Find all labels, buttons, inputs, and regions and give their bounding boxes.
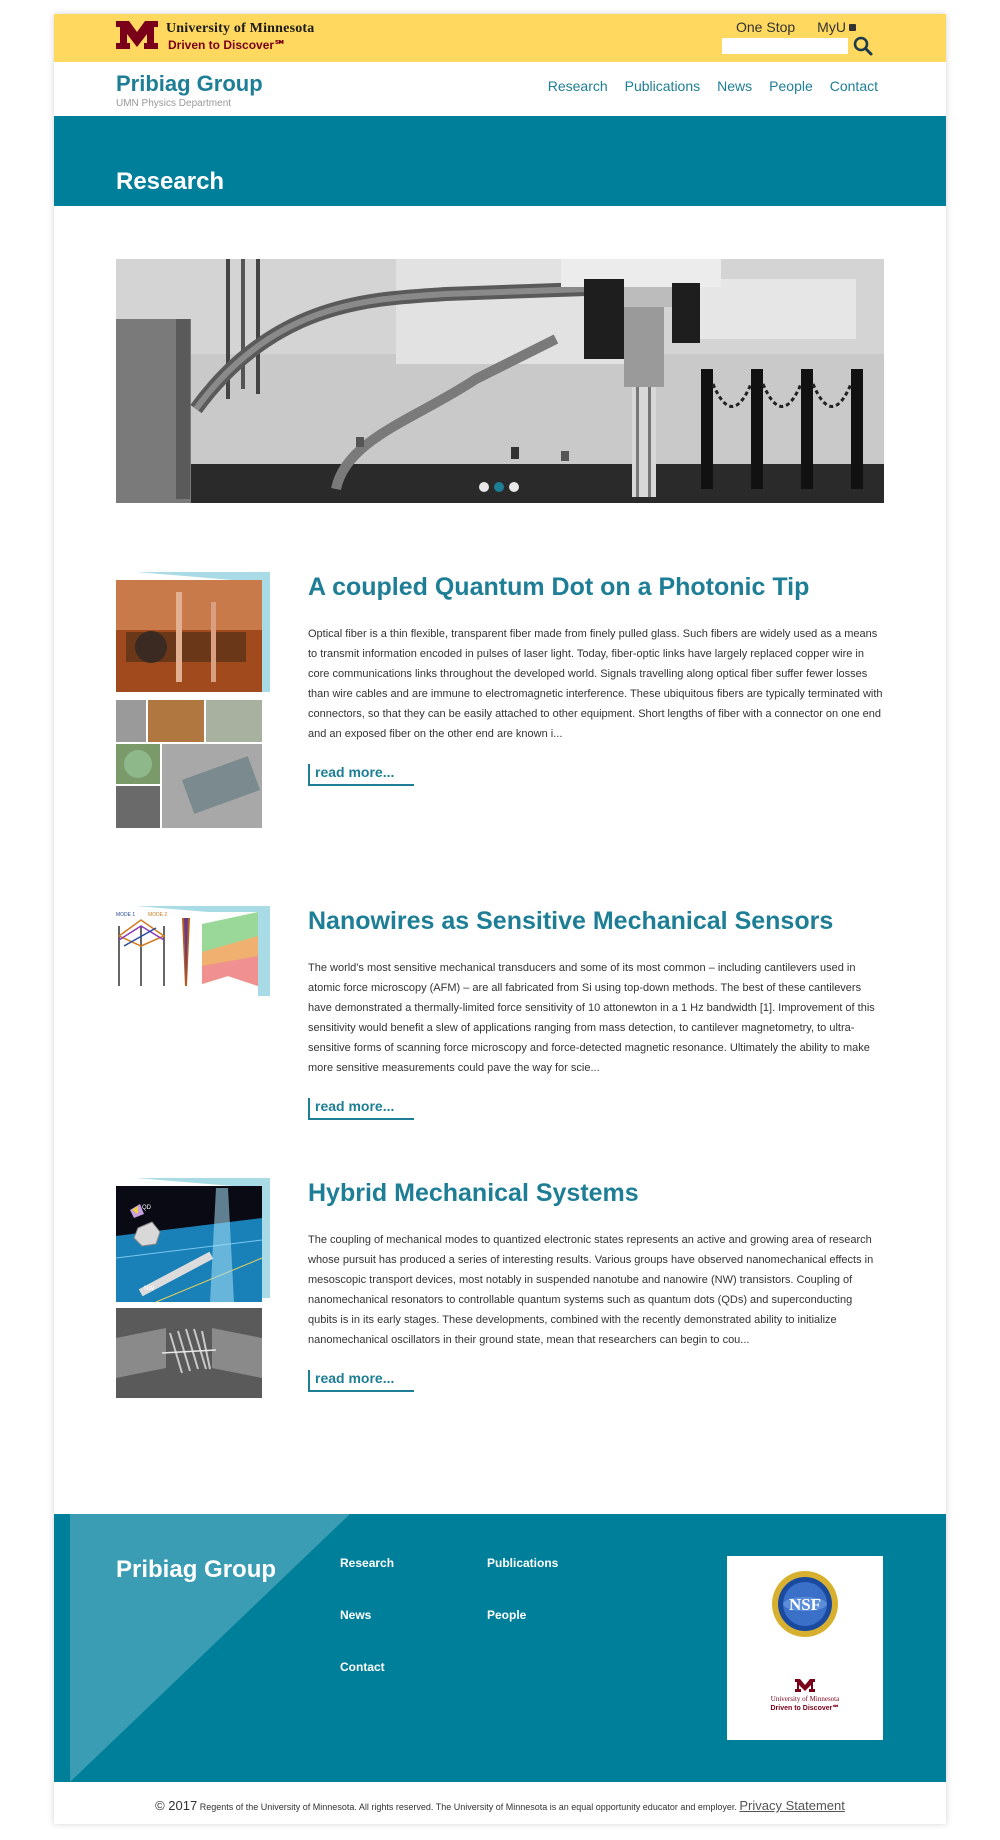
nav-contact[interactable]: Contact [829,78,878,94]
nav-research[interactable]: Research [547,78,608,94]
copyright-year: © 2017 [155,1798,198,1813]
research-item-3-title[interactable]: Hybrid Mechanical Systems [308,1179,639,1207]
umn-name: University of Minnesota [166,21,315,36]
read-more-button-3[interactable]: read more... [308,1370,414,1392]
page-title: Research [116,168,225,195]
research-item-1-thumbnail[interactable] [116,572,270,837]
site-subtitle: UMN Physics Department [116,98,232,109]
umn-block-m-icon [116,21,158,49]
umn-quick-links [736,19,856,35]
footer-link-news[interactable]: News [340,1608,372,1622]
footer-title[interactable]: Pribiag Group [116,1556,277,1583]
quantum-dot-figure [116,572,276,832]
myu-link-label: MyU [817,19,846,35]
umn-footer-tagline: Driven to Discover℠ [770,1705,840,1712]
research-item-2-body: The world's most sensitive mechanical transducers and some of its most common – including cantilevers used in atomic force microscopy (AFM) – are all fabricated from Si using top-down methods. The best of these cantilevers have demonstrated a thermally-limited force sensitivity of 10 attonewton in a 1 Hz bandwidth [1]. Improvement of this sensitivity would benefit a slew of applications ranging from mass detection, to cantilever magnetometry, to ultra-sensitive forms of scanning force microscopy and force-detected magnetic resonance. Ultimately the ability to make more sensitive measurements could pave the way for scie... [308,962,875,1074]
read-more-button-2[interactable]: read more... [308,1098,414,1120]
hybrid-systems-figure [116,1178,276,1400]
site-footer [54,1514,946,1782]
slider-dot-2[interactable] [494,482,504,492]
research-item-1 [116,572,884,842]
footer-link-people[interactable]: People [487,1608,527,1622]
nav-people[interactable]: People [769,78,813,94]
site-title[interactable]: Pribiag Group [116,71,263,96]
main-nav [548,78,878,94]
umn-footer-name: University of Minnesota [770,1695,840,1703]
hero-slider[interactable] [116,259,884,503]
research-item-3-body: The coupling of mechanical modes to quantized electronic states represents an active and growing area of research whose pursuit has produced a series of interesting results. Various groups have observed nanomechanical effects in mesoscopic transport devices, most notably in suspended nanotube and nanowire (NW) transistors. Coupling of nanomechanical resonators to controllable quantum systems such as quantum dots (QDs) and superconducting qubits is in its early stages. These developments, combined with the recently demonstrated ability to initialize nanomechanical oscillators in their ground state, mean that researchers can begin to cou... [308,1234,874,1346]
nanowire-modes-figure [116,906,276,1006]
sponsor-logos [727,1556,883,1740]
slider-dot-3[interactable] [509,482,519,492]
research-item-3 [116,1178,884,1418]
sponsor-logos-card [727,1556,883,1740]
footer-link-publications[interactable]: Publications [487,1556,559,1570]
research-item-3-thumbnail[interactable] [116,1178,270,1405]
nsf-logo-label: NSF [788,1595,822,1614]
footer-link-research[interactable]: Research [340,1556,395,1570]
umn-logo[interactable] [116,21,314,52]
umn-tagline: Driven to Discover℠ [168,38,287,52]
copyright-text: Regents of the University of Minnesota. All rights reserved. The University of Minnesota is an equal opportunity educator and employer. [199,1802,737,1812]
footer-link-contact[interactable]: Contact [340,1660,385,1674]
research-item-2-title[interactable]: Nanowires as Sensitive Mechanical Sensors [308,907,834,935]
nav-news[interactable]: News [717,78,753,94]
one-stop-link[interactable]: One Stop [736,19,796,35]
umn-footer-logo-icon [771,1679,841,1712]
footer-diagonal-shape [54,1514,354,1782]
privacy-statement-link[interactable]: Privacy Statement [739,1798,845,1813]
page-container [54,14,946,1824]
research-item-1-body: Optical fiber is a thin flexible, transparent fiber made from finely pulled glass. Such fibers are widely used as a means to transmit information encoded in pulses of laser light. Today, fiber-optic links have largely replaced copper wire in core communications links throughout the developed world. Signals travelling along optical fiber suffer fewer losses than wire cables and are immune to electromagnetic interference. These ubiquitous fibers are typically terminated with connectors, so that they can be easily attached to other equipment. Short lengths of fiber with a connector on one end and an exposed fiber on the other end are known i... [308,628,883,740]
research-item-2 [116,906,884,1126]
nw-label: NW [144,1286,154,1292]
research-item-2-thumbnail[interactable] [116,906,270,1011]
umn-search-input[interactable] [722,38,848,54]
page-banner [54,116,946,206]
slider-dots [479,482,519,492]
umn-header-bar [54,14,946,62]
lock-icon [849,24,856,31]
mode2-label: MODE 2 [148,912,168,918]
search-icon[interactable] [852,35,874,57]
nsf-logo-icon [772,1571,838,1637]
lab-cryostat-photo [116,259,884,503]
qd-label: QD [142,1205,151,1211]
research-item-1-title[interactable]: A coupled Quantum Dot on a Photonic Tip [308,573,810,601]
myu-link[interactable] [817,19,856,35]
site-header [54,62,946,116]
mode1-label: MODE 1 [116,912,136,918]
read-more-button-1[interactable]: read more... [308,764,414,786]
slider-dot-1[interactable] [479,482,489,492]
copyright-bar [54,1782,946,1824]
nav-publications[interactable]: Publications [624,78,701,94]
